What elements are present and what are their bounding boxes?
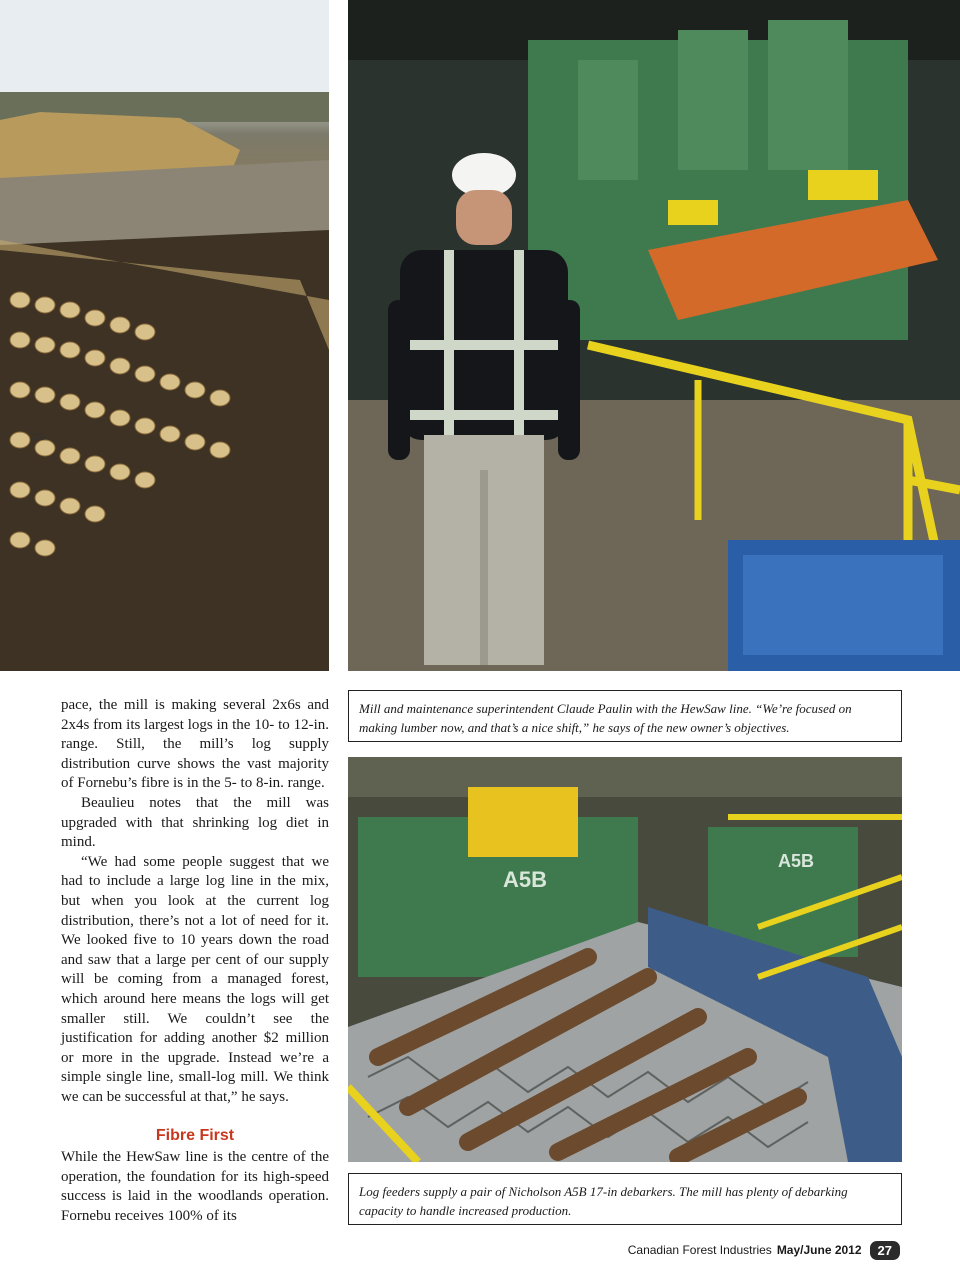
article-body xyxy=(61,696,329,1107)
log-sign: 21b xyxy=(30,432,46,442)
article-body-continued xyxy=(61,1148,329,1226)
issue-date: May/June 2012 xyxy=(776,1243,862,1257)
log-yard-photo xyxy=(0,0,329,671)
debarker-photo xyxy=(348,757,902,1162)
paragraph: “We had some people suggest that we had to include a large log line in the mix, but when you look at the current log distribution, there’s not a lot of need for it. We looked five to 10 years down the road and saw that a large per cent of our supply will be coming from a managed forest, which around here means the logs will get smaller still. We couldn’t see the justification for adding another $2 million or more in the upgrade. Instead we’re a simple single line, small-log mill. We think we can be successful at that,” he says. xyxy=(61,853,329,1105)
page-footer xyxy=(628,1240,900,1260)
paragraph: Beaulieu notes that the mill was upgraded with that shrinking log diet in mind. xyxy=(61,794,329,851)
section-subhead: Fibre First xyxy=(155,1127,235,1144)
hewsaw-line-photo xyxy=(348,0,960,671)
photo-caption-mill: Mill and maintenance superintendent Claude Paulin with the HewSaw line. “We’re focused on making lumber now, and that’s a nice shift,” he says of the new owner’s objectives. xyxy=(348,690,902,742)
photo-caption-debarker: Log feeders supply a pair of Nicholson A5B 17-in debarkers. The mill has plenty of debarking capacity to handle increased production. xyxy=(348,1173,902,1225)
machine-marking: A5B xyxy=(503,867,548,892)
publication-name: Canadian Forest Industries xyxy=(627,1243,772,1257)
page-number: 27 xyxy=(870,1241,900,1260)
paragraph: pace, the mill is making several 2x6s and 2x4s from its largest logs in the 10- to 12-in. range. Still, the mill’s log supply distribution curve shows the vast majority of Fornebu’s fibre is in the 5- to 8-in. range. xyxy=(61,697,329,792)
machine-marking: A5B xyxy=(778,851,815,871)
paragraph: While the HewSaw line is the centre of the operation, the foundation for its high-speed success is laid in the woodlands operation. Fornebu receives 100% of its xyxy=(61,1149,329,1224)
